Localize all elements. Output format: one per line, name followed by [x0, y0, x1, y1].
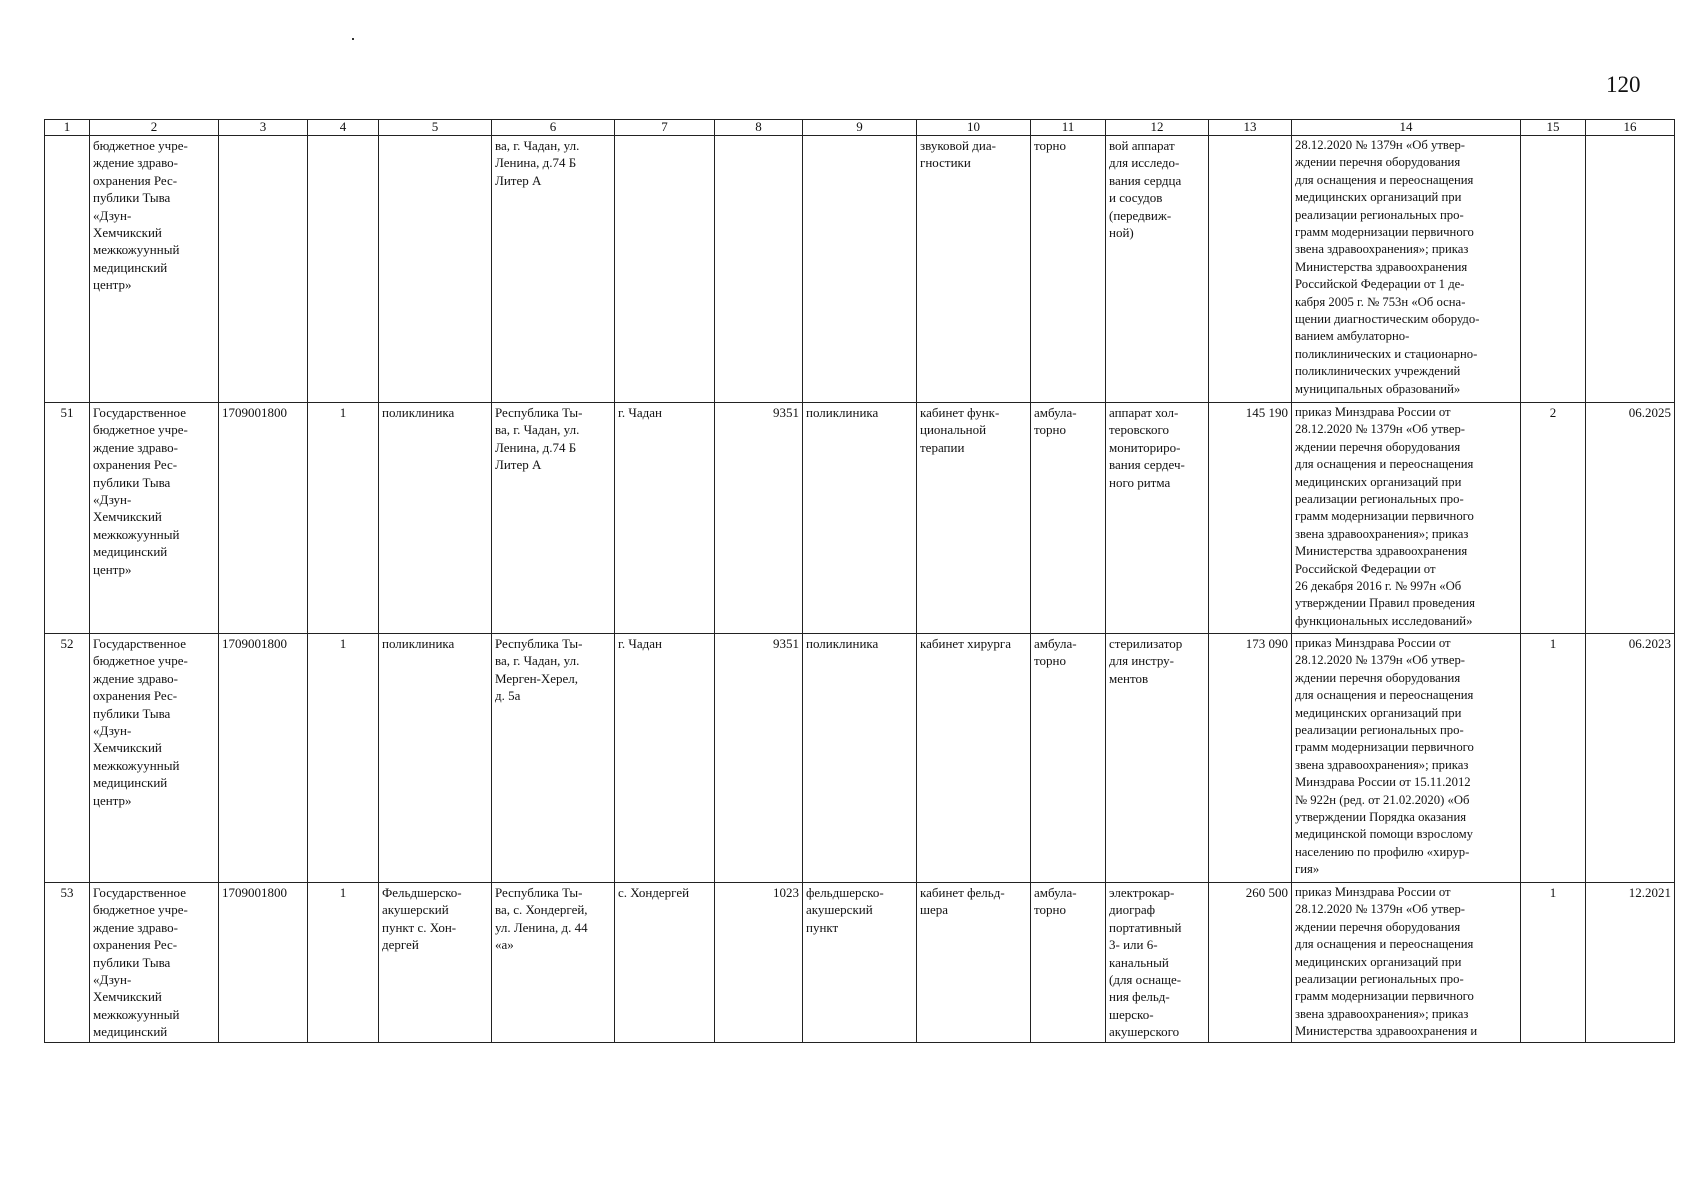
- cell-row-number: [45, 136, 90, 403]
- cell-unit-type: фельдшерско- акушерский пункт: [803, 883, 917, 1043]
- cell-cabinet: кабинет хирурга: [917, 634, 1031, 883]
- cell-inn: 1709001800: [219, 634, 308, 883]
- cell-cost: 145 190: [1209, 403, 1292, 634]
- cell-institution: Государственное бюджетное учре- ждение здраво- охранения Рес- публики Тыва «Дзун- Хемчикский межкожуунный медицинский центр»: [90, 403, 219, 634]
- cell-legal-basis: 28.12.2020 № 1379н «Об утвер- ждении перечня оборудования для оснащения и переоснащения медицинских организаций при реализации региональных про- грамм модернизации первичного звена здравоохранения»; приказ Министерства здравоохранения Российской Федерации от 1 де- кабря 2005 г. № 753н «Об осна- щении диагностическим оборудо- ванием амбулаторно- поликлинических и стационарно- поликлинических учреждений муниципальных образований»: [1292, 136, 1521, 403]
- col-header: 2: [90, 120, 219, 136]
- col-header: 4: [308, 120, 379, 136]
- cell-row-number: 53: [45, 883, 90, 1043]
- cell-cabinet: кабинет фельд- шера: [917, 883, 1031, 1043]
- cell-unit-type: поликлиника: [803, 634, 917, 883]
- cell-quantity: [1521, 136, 1586, 403]
- cell-quantity: 1: [1521, 883, 1586, 1043]
- cell-facility-type: Фельдшерско- акушерский пункт с. Хон- дергей: [379, 883, 492, 1043]
- cell-equipment: аппарат хол- теровского мониториро- вания сердеч- ного ритма: [1106, 403, 1209, 634]
- col-header: 12: [1106, 120, 1209, 136]
- cell-equipment: стерилизатор для инстру- ментов: [1106, 634, 1209, 883]
- cell-population: [715, 136, 803, 403]
- cell-count: [308, 136, 379, 403]
- equipment-table: [44, 119, 1675, 1043]
- cell-facility-type: поликлиника: [379, 403, 492, 634]
- cell-address: Республика Ты- ва, г. Чадан, ул. Мерген-Херел, д. 5а: [492, 634, 615, 883]
- table-row: [45, 136, 1675, 403]
- cell-address: Республика Ты- ва, с. Хондергей, ул. Ленина, д. 44 «а»: [492, 883, 615, 1043]
- col-header: 10: [917, 120, 1031, 136]
- cell-count: 1: [308, 634, 379, 883]
- cell-population: 1023: [715, 883, 803, 1043]
- table-row: [45, 634, 1675, 883]
- cell-settlement: с. Хондергей: [615, 883, 715, 1043]
- cell-population: 9351: [715, 634, 803, 883]
- cell-settlement: [615, 136, 715, 403]
- page-number: 120: [1606, 72, 1641, 97]
- cell-cost: [1209, 136, 1292, 403]
- cell-unit-type: поликлиника: [803, 403, 917, 634]
- col-header: 5: [379, 120, 492, 136]
- cell-care-mode: амбула- торно: [1031, 634, 1106, 883]
- cell-count: 1: [308, 883, 379, 1043]
- cell-equipment: вой аппарат для исследо- вания сердца и сосудов (передвиж- ной): [1106, 136, 1209, 403]
- cell-legal-basis: приказ Минздрава России от 28.12.2020 № 1379н «Об утвер- ждении перечня оборудования для оснащения и переоснащения медицинских организаций при реализации региональных про- грамм модернизации первичного звена здравоохранения»; приказ Министерства здравоохранения и: [1292, 883, 1521, 1043]
- cell-settlement: г. Чадан: [615, 634, 715, 883]
- table-row: [45, 403, 1675, 634]
- scan-speck: [352, 38, 354, 40]
- col-header: 8: [715, 120, 803, 136]
- cell-inn: [219, 136, 308, 403]
- cell-equipment: электрокар- диограф портативный 3- или 6- канальный (для оснаще- ния фельд- шерско- акушерского: [1106, 883, 1209, 1043]
- col-header: 1: [45, 120, 90, 136]
- cell-care-mode: амбула- торно: [1031, 403, 1106, 634]
- col-header: 3: [219, 120, 308, 136]
- col-header: 14: [1292, 120, 1521, 136]
- cell-row-number: 51: [45, 403, 90, 634]
- cell-deadline: 12.2021: [1586, 883, 1675, 1043]
- cell-cost: 173 090: [1209, 634, 1292, 883]
- col-header: 6: [492, 120, 615, 136]
- cell-institution: Государственное бюджетное учре- ждение здраво- охранения Рес- публики Тыва «Дзун- Хемчикский межкожуунный медицинский центр»: [90, 634, 219, 883]
- cell-cabinet: кабинет функ- циональной терапии: [917, 403, 1031, 634]
- cell-quantity: 1: [1521, 634, 1586, 883]
- col-header: 15: [1521, 120, 1586, 136]
- cell-cabinet: звуковой диа- гностики: [917, 136, 1031, 403]
- col-header: 13: [1209, 120, 1292, 136]
- col-header: 16: [1586, 120, 1675, 136]
- cell-inn: 1709001800: [219, 883, 308, 1043]
- cell-facility-type: поликлиника: [379, 634, 492, 883]
- cell-count: 1: [308, 403, 379, 634]
- cell-deadline: 06.2025: [1586, 403, 1675, 634]
- cell-address: ва, г. Чадан, ул. Ленина, д.74 Б Литер А: [492, 136, 615, 403]
- cell-unit-type: [803, 136, 917, 403]
- cell-cost: 260 500: [1209, 883, 1292, 1043]
- cell-facility-type: [379, 136, 492, 403]
- cell-care-mode: амбула- торно: [1031, 883, 1106, 1043]
- cell-deadline: 06.2023: [1586, 634, 1675, 883]
- col-header: 7: [615, 120, 715, 136]
- cell-address: Республика Ты- ва, г. Чадан, ул. Ленина, д.74 Б Литер А: [492, 403, 615, 634]
- column-number-row: [45, 120, 1675, 136]
- cell-row-number: 52: [45, 634, 90, 883]
- cell-quantity: 2: [1521, 403, 1586, 634]
- cell-inn: 1709001800: [219, 403, 308, 634]
- table-row: [45, 883, 1675, 1043]
- col-header: 9: [803, 120, 917, 136]
- col-header: 11: [1031, 120, 1106, 136]
- cell-population: 9351: [715, 403, 803, 634]
- cell-care-mode: торно: [1031, 136, 1106, 403]
- cell-legal-basis: приказ Минздрава России от 28.12.2020 № 1379н «Об утвер- ждении перечня оборудования для оснащения и переоснащения медицинских организаций при реализации региональных про- грамм модернизации первичного звена здравоохранения»; приказ Министерства здравоохранения Российской Федерации от 26 декабря 2016 г. № 997н «Об утверждении Правил проведения функциональных исследований»: [1292, 403, 1521, 634]
- cell-settlement: г. Чадан: [615, 403, 715, 634]
- cell-institution: Государственное бюджетное учре- ждение здраво- охранения Рес- публики Тыва «Дзун- Хемчикский межкожуунный медицинский: [90, 883, 219, 1043]
- cell-legal-basis: приказ Минздрава России от 28.12.2020 № 1379н «Об утвер- ждении перечня оборудования для оснащения и переоснащения медицинских организаций при реализации региональных про- грамм модернизации первичного звена здравоохранения»; приказ Минздрава России от 15.11.2012 № 922н (ред. от 21.02.2020) «Об утверждении Порядка оказания медицинской помощи взрослому населению по профилю «хирур- гия»: [1292, 634, 1521, 883]
- cell-deadline: [1586, 136, 1675, 403]
- cell-institution: бюджетное учре- ждение здраво- охранения Рес- публики Тыва «Дзун- Хемчикский межкожуунный медицинский центр»: [90, 136, 219, 403]
